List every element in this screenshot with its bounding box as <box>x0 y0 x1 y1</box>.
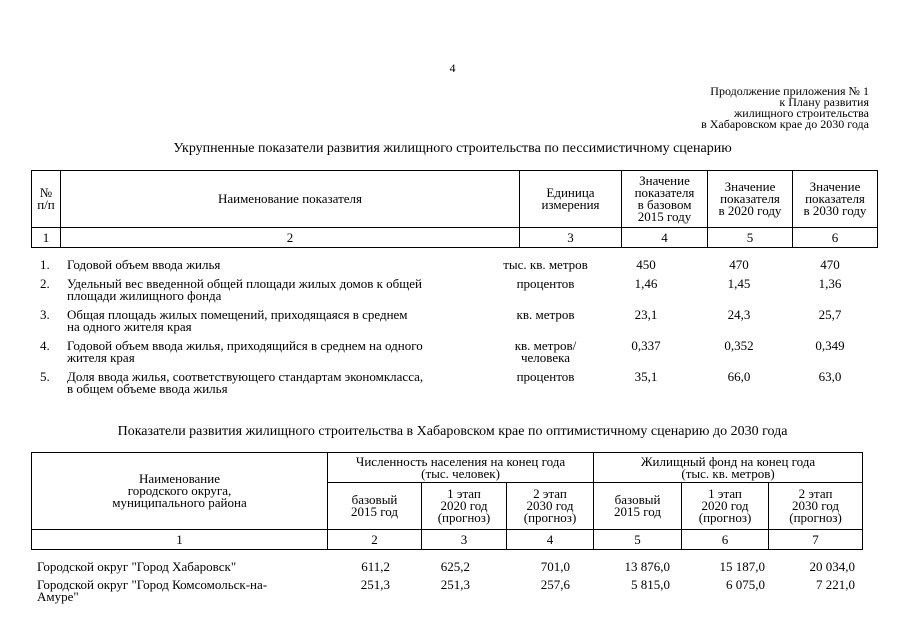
column-number: 4 <box>507 530 594 550</box>
municipality-name-cont: Амуре" <box>37 589 79 604</box>
appendix-line: к Плану развития <box>779 95 869 109</box>
header-pop-stage2: 2 этап 2030 год (прогноз) <box>507 483 594 530</box>
header-pop-stage1: 1 этап 2020 год (прогноз) <box>422 483 507 530</box>
indicator-name: Общая площадь жилых помещений, приходящаяся в среднем <box>67 307 408 322</box>
table2-title: Показатели развития жилищного строительства в Хабаровском крае по оптимистичному сценарию до 2030 года <box>117 424 788 439</box>
header-housing-fund: Жилищный фонд на конец года (тыс. кв. метров) <box>594 453 863 483</box>
header-fund-base-2015: базовый 2015 год <box>594 483 682 530</box>
column-number: 1 <box>32 228 61 248</box>
indicator-name-cont: на одного жителя края <box>67 319 192 334</box>
row-number: 1. <box>40 257 50 272</box>
column-number: 6 <box>682 530 769 550</box>
indicator-unit: кв. метров/ <box>514 338 577 353</box>
appendix-line: в Хабаровском крае до 2030 года <box>701 117 869 131</box>
value-2030: 0,349 <box>815 338 845 353</box>
appendix-line: Продолжение приложения № 1 <box>710 84 869 98</box>
population-2030: 257,6 <box>540 577 570 592</box>
table-row <box>0 259 905 273</box>
column-number: 6 <box>793 228 878 248</box>
column-number: 2 <box>61 228 520 248</box>
header-value-2030: Значение показателя в 2030 году <box>793 171 878 228</box>
header-number: № п/п <box>32 171 61 228</box>
population-2020: 625,2 <box>440 559 470 574</box>
header-value-2015: Значение показателя в базовом 2015 году <box>622 171 708 228</box>
value-2015: 23,1 <box>634 307 658 322</box>
header-fund-stage2: 2 этап 2030 год (прогноз) <box>769 483 863 530</box>
municipality-name: Городской округ "Город Хабаровск" <box>37 559 237 574</box>
housing-fund-2030: 20 034,0 <box>809 559 855 574</box>
housing-fund-2030: 7 221,0 <box>816 577 855 592</box>
population-2015: 611,2 <box>361 559 390 574</box>
value-2030: 1,36 <box>818 276 842 291</box>
indicator-name-cont: площади жилищного фонда <box>67 288 222 303</box>
value-2030: 470 <box>820 257 840 272</box>
header-unit: Единица измерения <box>520 171 622 228</box>
indicator-name: Годовой объем ввода жилья, приходящийся в среднем на одного <box>67 338 423 353</box>
indicator-unit: кв. метров <box>516 307 575 322</box>
indicator-unit-cont: человека <box>520 350 571 365</box>
housing-fund-2020: 15 187,0 <box>719 559 765 574</box>
indicator-name: Годовой объем ввода жилья <box>67 257 221 272</box>
column-number: 5 <box>708 228 793 248</box>
header-pop-base-2015: базовый 2015 год <box>328 483 422 530</box>
table-row <box>0 579 905 605</box>
indicator-unit: тыс. кв. метров <box>503 257 588 272</box>
value-2020: 470 <box>729 257 749 272</box>
housing-fund-2015: 5 815,0 <box>631 577 670 592</box>
municipality-name: Городской округ "Город Комсомольск-на- <box>37 577 268 592</box>
indicator-name-cont: жителя края <box>67 350 135 365</box>
value-2020: 24,3 <box>727 307 751 322</box>
table-row <box>0 371 905 397</box>
value-2020: 0,352 <box>724 338 754 353</box>
row-number: 4. <box>40 338 50 353</box>
indicator-name: Доля ввода жилья, соответствующего стандартам экономкласса, <box>67 369 424 384</box>
header-indicator-name: Наименование показателя <box>61 171 520 228</box>
population-2030: 701,0 <box>540 559 570 574</box>
housing-fund-2015: 13 876,0 <box>624 559 670 574</box>
value-2030: 25,7 <box>818 307 842 322</box>
indicator-name: Удельный вес введенной общей площади жилых домов к общей <box>67 276 423 291</box>
housing-fund-2020: 6 075,0 <box>726 577 765 592</box>
table-row <box>0 340 905 366</box>
row-number: 2. <box>40 276 50 291</box>
value-2020: 66,0 <box>727 369 751 384</box>
header-municipality: Наименование городского округа, муниципального района <box>32 453 328 530</box>
indicator-unit: процентов <box>516 369 575 384</box>
header-population: Численность населения на конец года (тыс. человек) <box>328 453 594 483</box>
table-row <box>0 278 905 304</box>
header-fund-stage1: 1 этап 2020 год (прогноз) <box>682 483 769 530</box>
column-number: 5 <box>594 530 682 550</box>
appendix-note <box>569 86 869 130</box>
value-2015: 35,1 <box>634 369 658 384</box>
column-number: 1 <box>32 530 328 550</box>
row-number: 3. <box>40 307 50 322</box>
value-2015: 0,337 <box>631 338 661 353</box>
column-number: 7 <box>769 530 863 550</box>
table2-header <box>31 452 863 550</box>
header-value-2020: Значение показателя в 2020 году <box>708 171 793 228</box>
value-2015: 1,46 <box>634 276 658 291</box>
column-number: 3 <box>422 530 507 550</box>
population-2020: 251,3 <box>440 577 470 592</box>
table1-title: Укрупненные показатели развития жилищного строительства по пессимистичному сценарию <box>173 141 732 156</box>
value-2020: 1,45 <box>727 276 751 291</box>
column-number: 2 <box>328 530 422 550</box>
indicator-name-cont: в общем объеме ввода жилья <box>67 381 228 396</box>
table-row <box>0 561 905 575</box>
table-row <box>0 309 905 335</box>
value-2015: 450 <box>636 257 656 272</box>
table1-header <box>31 170 878 248</box>
indicator-unit: процентов <box>516 276 575 291</box>
column-number: 3 <box>520 228 622 248</box>
population-2015: 251,3 <box>360 577 390 592</box>
value-2030: 63,0 <box>818 369 842 384</box>
column-number: 4 <box>622 228 708 248</box>
appendix-line: жилищного строительства <box>734 106 869 120</box>
page-number: 4 <box>449 61 456 75</box>
row-number: 5. <box>40 369 50 384</box>
